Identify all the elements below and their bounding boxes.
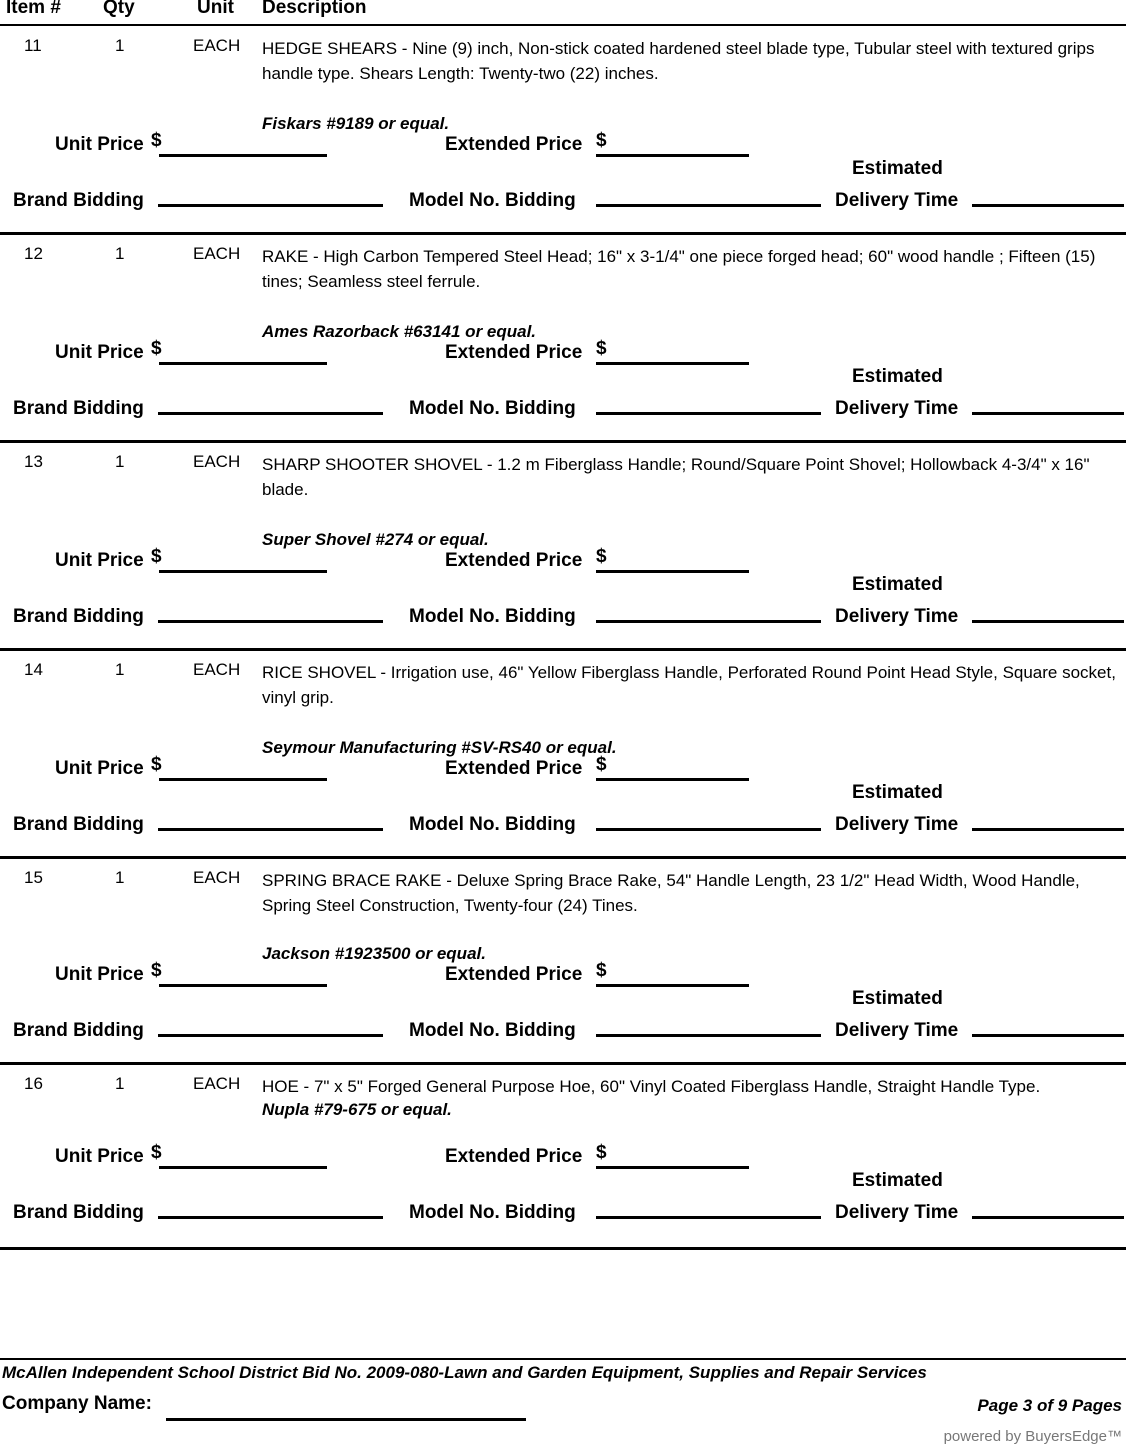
item-number: 11 xyxy=(24,36,42,55)
bid-item xyxy=(0,858,1126,1065)
brand-bidding-label: Brand Bidding xyxy=(13,1020,144,1041)
company-name-label: Company Name: xyxy=(2,1393,152,1414)
unit-price-label: Unit Price xyxy=(55,1146,144,1167)
brand-bidding-label: Brand Bidding xyxy=(13,1202,144,1223)
item-description: HEDGE SHEARS - Nine (9) inch, Non-stick coated hardened steel blade type, Tubular steel with textured grips handle type. Shears Length: Twenty-two (22) inches. xyxy=(262,39,1095,83)
model-bidding-label: Model No. Bidding xyxy=(409,190,576,211)
brand-bidding-field[interactable] xyxy=(158,412,383,415)
delivery-time-label: Delivery Time xyxy=(835,814,959,835)
extended-price-label: Extended Price xyxy=(445,342,583,363)
item-number: 13 xyxy=(24,452,43,471)
bid-item xyxy=(0,1064,1126,1250)
brand-bidding-label: Brand Bidding xyxy=(13,190,144,211)
brand-bidding-field[interactable] xyxy=(158,1216,383,1219)
item-unit: EACH xyxy=(193,660,241,679)
item-number: 12 xyxy=(24,244,43,263)
delivery-time-field[interactable] xyxy=(972,620,1124,623)
brand-bidding-field[interactable] xyxy=(158,620,383,623)
item-number: 16 xyxy=(24,1074,43,1093)
bid-item xyxy=(0,442,1126,651)
brand-bidding-label: Brand Bidding xyxy=(13,606,144,627)
unit-price-dollar: $ xyxy=(151,338,162,359)
item-qty: 1 xyxy=(115,452,125,471)
item-unit: EACH xyxy=(193,1074,241,1093)
unit-price-label: Unit Price xyxy=(55,758,144,779)
estimated-label: Estimated xyxy=(852,1170,943,1191)
item-description: SPRING BRACE RAKE - Deluxe Spring Brace Rake, 54" Handle Length, 23 1/2" Head Width, Wood Handle, Spring Steel Construction, Twenty-four (24) Tines. xyxy=(262,871,1080,915)
extended-price-label: Extended Price xyxy=(445,550,583,571)
company-name-field[interactable] xyxy=(166,1418,526,1421)
page-number: Page 3 of 9 Pages xyxy=(977,1396,1122,1415)
brand-bidding-field[interactable] xyxy=(158,1034,383,1037)
unit-price-field[interactable] xyxy=(159,362,327,365)
column-header xyxy=(0,0,1126,26)
model-bidding-label: Model No. Bidding xyxy=(409,1202,576,1223)
unit-price-field[interactable] xyxy=(159,1166,327,1169)
delivery-time-field[interactable] xyxy=(972,1216,1124,1219)
bid-item xyxy=(0,650,1126,859)
powered-by: powered by BuyersEdge™ xyxy=(943,1428,1122,1445)
item-qty: 1 xyxy=(115,244,125,263)
extended-price-field[interactable] xyxy=(596,570,749,573)
extended-price-label: Extended Price xyxy=(445,964,583,985)
item-qty: 1 xyxy=(115,36,125,55)
unit-price-dollar: $ xyxy=(151,1142,162,1163)
unit-price-field[interactable] xyxy=(159,154,327,157)
bid-item xyxy=(0,234,1126,443)
delivery-time-field[interactable] xyxy=(972,1034,1124,1037)
estimated-label: Estimated xyxy=(852,574,943,595)
unit-price-field[interactable] xyxy=(159,778,327,781)
item-brand-spec: Jackson #1923500 or equal. xyxy=(262,944,486,963)
item-brand-spec: Super Shovel #274 or equal. xyxy=(262,530,489,549)
unit-price-label: Unit Price xyxy=(55,550,144,571)
brand-bidding-field[interactable] xyxy=(158,828,383,831)
item-unit: EACH xyxy=(193,868,241,887)
unit-price-label: Unit Price xyxy=(55,342,144,363)
item-brand-spec: Seymour Manufacturing #SV-RS40 or equal. xyxy=(262,738,617,757)
model-bidding-field[interactable] xyxy=(596,412,821,415)
extended-price-field[interactable] xyxy=(596,778,749,781)
unit-price-dollar: $ xyxy=(151,546,162,567)
item-brand-spec: Fiskars #9189 or equal. xyxy=(262,114,450,133)
item-unit: EACH xyxy=(193,36,241,55)
unit-price-label: Unit Price xyxy=(55,134,144,155)
model-bidding-field[interactable] xyxy=(596,620,821,623)
bid-item xyxy=(0,26,1126,235)
model-bidding-label: Model No. Bidding xyxy=(409,398,576,419)
footer xyxy=(0,1358,1126,1445)
unit-price-field[interactable] xyxy=(159,570,327,573)
bid-title: McAllen Independent School District Bid No. 2009-080-Lawn and Garden Equipment, Supplies and Repair Services xyxy=(2,1363,927,1382)
delivery-time-label: Delivery Time xyxy=(835,606,959,627)
delivery-time-label: Delivery Time xyxy=(835,190,959,211)
model-bidding-field[interactable] xyxy=(596,828,821,831)
model-bidding-label: Model No. Bidding xyxy=(409,814,576,835)
model-bidding-field[interactable] xyxy=(596,204,821,207)
header-description: Description xyxy=(262,0,367,18)
delivery-time-field[interactable] xyxy=(972,204,1124,207)
extended-price-field[interactable] xyxy=(596,362,749,365)
extended-price-dollar: $ xyxy=(596,546,607,567)
item-brand-spec: Ames Razorback #63141 or equal. xyxy=(262,322,537,341)
brand-bidding-label: Brand Bidding xyxy=(13,398,144,419)
estimated-label: Estimated xyxy=(852,988,943,1009)
extended-price-dollar: $ xyxy=(596,130,607,151)
model-bidding-label: Model No. Bidding xyxy=(409,606,576,627)
item-description: HOE - 7" x 5" Forged General Purpose Hoe, 60" Vinyl Coated Fiberglass Handle, Straight Handle Type. xyxy=(262,1077,1041,1096)
extended-price-field[interactable] xyxy=(596,984,749,987)
item-brand-spec: Nupla #79-675 or equal. xyxy=(262,1100,452,1119)
unit-price-dollar: $ xyxy=(151,960,162,981)
extended-price-dollar: $ xyxy=(596,960,607,981)
delivery-time-label: Delivery Time xyxy=(835,1202,959,1223)
delivery-time-field[interactable] xyxy=(972,412,1124,415)
item-number: 14 xyxy=(24,660,43,679)
estimated-label: Estimated xyxy=(852,366,943,387)
model-bidding-label: Model No. Bidding xyxy=(409,1020,576,1041)
unit-price-dollar: $ xyxy=(151,754,162,775)
unit-price-label: Unit Price xyxy=(55,964,144,985)
item-description: SHARP SHOOTER SHOVEL - 1.2 m Fiberglass Handle; Round/Square Point Shovel; Hollowback 4-3/4" x 16" blade. xyxy=(262,455,1090,499)
extended-price-dollar: $ xyxy=(596,338,607,359)
extended-price-field[interactable] xyxy=(596,154,749,157)
item-unit: EACH xyxy=(193,244,241,263)
model-bidding-field[interactable] xyxy=(596,1216,821,1219)
header-item: Item # xyxy=(6,0,61,18)
delivery-time-field[interactable] xyxy=(972,828,1124,831)
item-number: 15 xyxy=(24,868,43,887)
item-qty: 1 xyxy=(115,660,125,679)
estimated-label: Estimated xyxy=(852,158,943,179)
header-qty: Qty xyxy=(103,0,135,18)
extended-price-label: Extended Price xyxy=(445,134,583,155)
model-bidding-field[interactable] xyxy=(596,1034,821,1037)
extended-price-dollar: $ xyxy=(596,1142,607,1163)
unit-price-field[interactable] xyxy=(159,984,327,987)
brand-bidding-field[interactable] xyxy=(158,204,383,207)
item-qty: 1 xyxy=(115,1074,125,1093)
extended-price-label: Extended Price xyxy=(445,758,583,779)
item-description: RICE SHOVEL - Irrigation use, 46" Yellow Fiberglass Handle, Perforated Round Point Head Style, Square socket, vinyl grip. xyxy=(262,663,1116,707)
extended-price-field[interactable] xyxy=(596,1166,749,1169)
item-unit: EACH xyxy=(193,452,241,471)
item-description: RAKE - High Carbon Tempered Steel Head; 16" x 3-1/4" one piece forged head; 60" wood handle ; Fifteen (15) tines; Seamless steel ferrule. xyxy=(262,247,1096,291)
brand-bidding-label: Brand Bidding xyxy=(13,814,144,835)
unit-price-dollar: $ xyxy=(151,130,162,151)
item-qty: 1 xyxy=(115,868,125,887)
extended-price-dollar: $ xyxy=(596,754,607,775)
estimated-label: Estimated xyxy=(852,782,943,803)
extended-price-label: Extended Price xyxy=(445,1146,583,1167)
delivery-time-label: Delivery Time xyxy=(835,398,959,419)
header-unit: Unit xyxy=(197,0,234,18)
delivery-time-label: Delivery Time xyxy=(835,1020,959,1041)
